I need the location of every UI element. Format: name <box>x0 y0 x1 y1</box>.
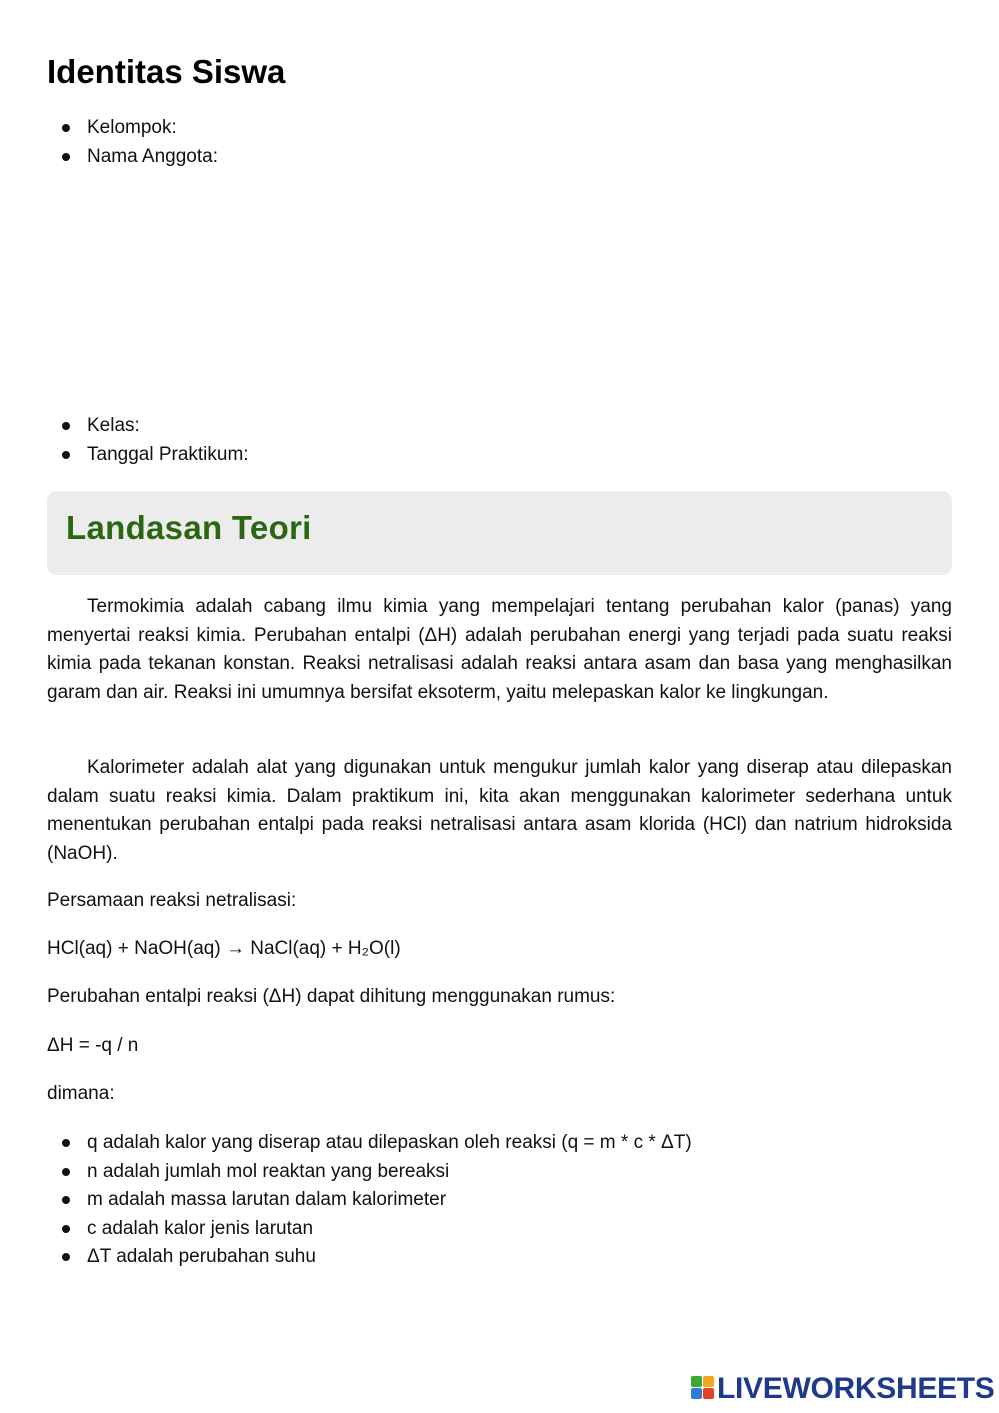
logo-mark-square <box>703 1376 714 1387</box>
definitions-list <box>47 1129 692 1272</box>
theory-paragraph-1: Termokimia adalah cabang ilmu kimia yang mempelajari tentang perubahan kalor (panas) yang menyertai reaksi kimia. Perubahan entalpi (ΔH) adalah perubahan energi yang terjadi pada suatu reaksi kimia pada tekanan konstan. Reaksi netralisasi adalah reaksi antara asam dan basa yang menghasilkan garam dan air. Reaksi ini umumnya bersifat eksoterm, yaitu melepaskan kalor ke lingkungan. <box>47 596 952 703</box>
enthalpy-formula: ΔH = -q / n <box>47 1035 139 1056</box>
section-banner <box>47 491 952 575</box>
identity-field-nama-anggota: Nama Anggota: <box>87 143 218 172</box>
identity-field-tanggal-praktikum: Tanggal Praktikum: <box>87 441 249 470</box>
section-title: Landasan Teori <box>66 509 312 546</box>
definition-item: m adalah massa larutan dalam kalorimeter <box>87 1186 692 1215</box>
logo-mark-square <box>691 1376 702 1387</box>
liveworksheets-logo <box>691 1372 995 1406</box>
theory-paragraph-2: Kalorimeter adalah alat yang digunakan untuk mengukur jumlah kalor yang diserap atau dilepaskan dalam suatu reaksi kimia. Dalam praktikum ini, kita akan menggunakan kalorimeter sederhana untuk menentukan perubahan entalpi pada reaksi netralisasi antara asam klorida (HCl) dan natrium hidroksida (NaOH). <box>47 757 952 864</box>
definition-item: n adalah jumlah mol reaktan yang bereaksi <box>87 1158 692 1187</box>
definition-item: ΔT adalah perubahan suhu <box>87 1243 692 1272</box>
identity-field-kelas: Kelas: <box>87 412 249 441</box>
reaction-equation: HCl(aq) + NaOH(aq) → NaCl(aq) + H₂O(l) <box>47 938 401 959</box>
page-title: Identitas Siswa <box>47 53 286 90</box>
definition-item: c adalah kalor jenis larutan <box>87 1215 692 1244</box>
logo-mark-square <box>703 1388 714 1399</box>
equation-label: Persamaan reaksi netralisasi: <box>47 890 297 911</box>
logo-text: LIVEWORKSHEETS <box>717 1372 995 1405</box>
identity-list-top <box>47 114 218 171</box>
identity-field-kelompok: Kelompok: <box>87 114 218 143</box>
formula-label: Perubahan entalpi reaksi (ΔH) dapat dihitung menggunakan rumus: <box>47 986 616 1007</box>
definition-item: q adalah kalor yang diserap atau dilepaskan oleh reaksi (q = m * c * ΔT) <box>87 1129 692 1158</box>
where-label: dimana: <box>47 1083 115 1104</box>
logo-mark-square <box>691 1388 702 1399</box>
identity-list-bottom <box>47 412 249 469</box>
logo-mark-icon <box>691 1376 715 1400</box>
